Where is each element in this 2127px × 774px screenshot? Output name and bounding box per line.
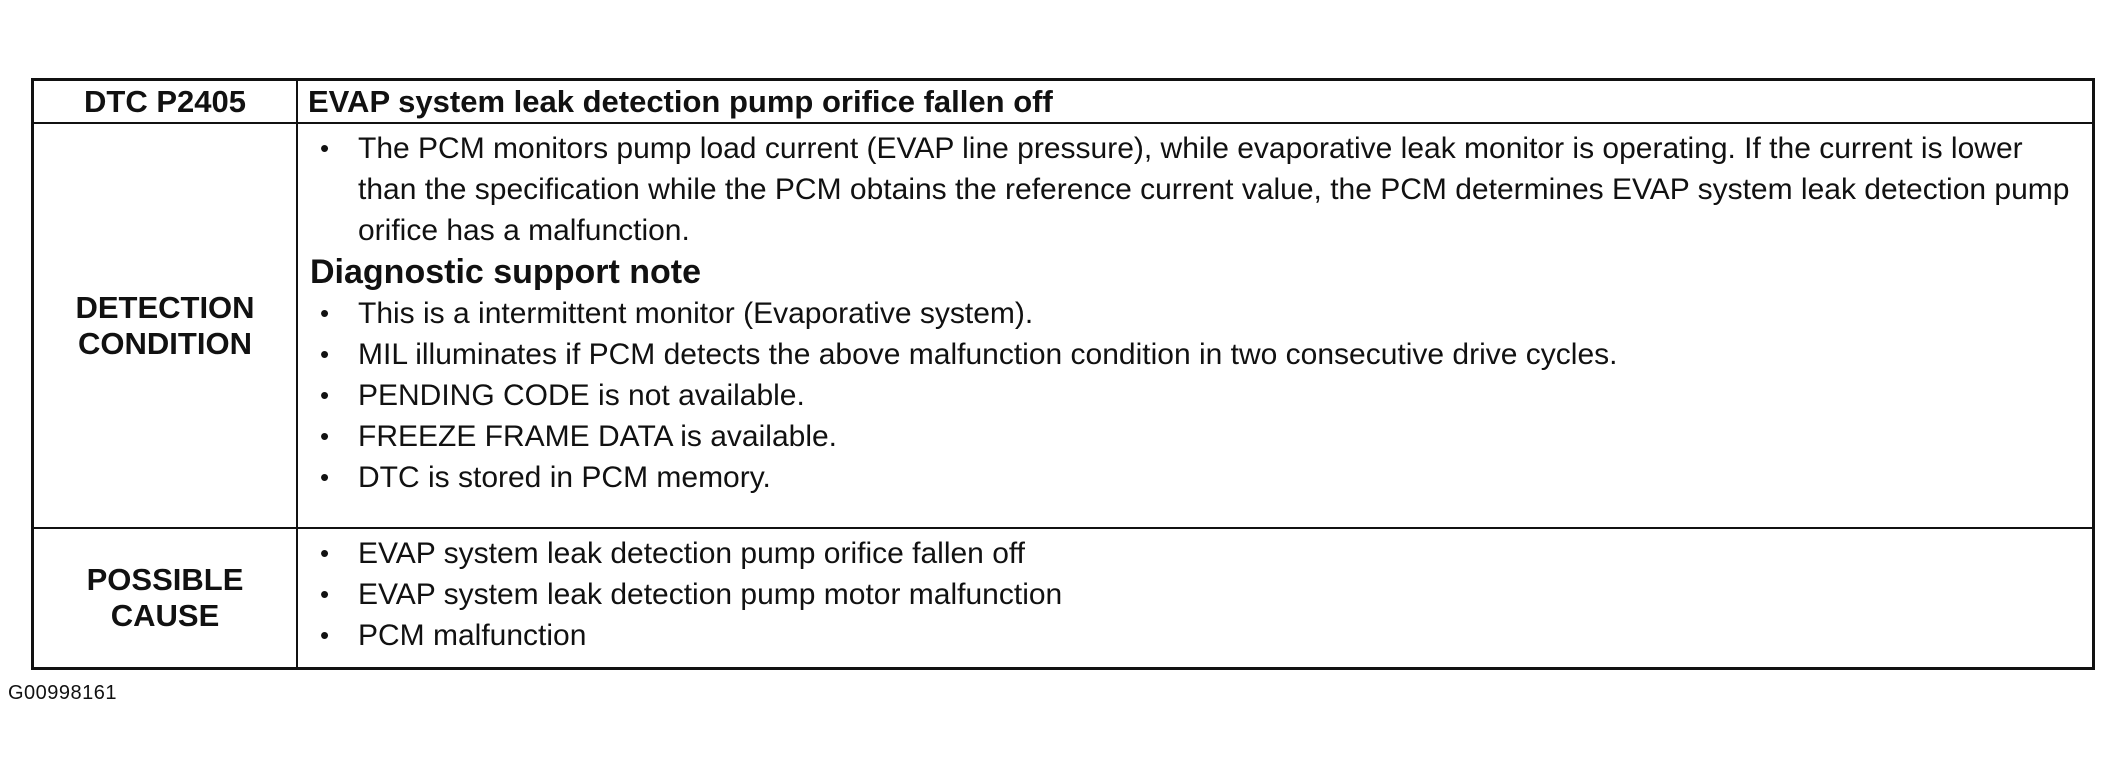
detection-condition-label: [33, 123, 298, 528]
bullet-icon: •: [320, 133, 330, 163]
note-text: DTC is stored in PCM memory.: [358, 461, 771, 494]
bullet-icon: •: [320, 620, 330, 650]
list-item: [310, 615, 2082, 656]
detection-label-line1: DETECTION: [75, 289, 255, 325]
possible-cause-row: [33, 528, 2094, 669]
list-item: [310, 128, 2082, 251]
detection-condition-row: [33, 123, 2094, 528]
detection-condition-content: [297, 123, 2094, 528]
bullet-icon: •: [320, 380, 330, 410]
note-text: This is a intermittent monitor (Evaporative system).: [358, 297, 1034, 330]
list-item: [310, 533, 2082, 574]
list-item: [310, 457, 2082, 498]
possible-cause-label: [33, 528, 298, 669]
note-text: FREEZE FRAME DATA is available.: [358, 420, 838, 453]
detection-intro-text: The PCM monitors pump load current (EVAP line pressure), while evaporative leak monitor is operating. If the current is lower than the specification while the PCM obtains the reference current value, the PCM determines EVAP system leak detection pump orifice has a malfunction.: [358, 132, 2070, 247]
detection-intro-list: [310, 128, 2082, 251]
cause-text: EVAP system leak detection pump orifice fallen off: [358, 537, 1026, 570]
possible-cause-list: [310, 533, 2082, 656]
cause-text: PCM malfunction: [358, 619, 587, 652]
cause-label-line2: CAUSE: [110, 598, 220, 633]
dtc-title: EVAP system leak detection pump orifice fallen off: [297, 80, 2094, 124]
bullet-icon: •: [320, 421, 330, 451]
bullet-icon: •: [320, 298, 330, 328]
detection-label-line2: CONDITION: [78, 325, 252, 361]
bullet-icon: •: [320, 339, 330, 369]
list-item: [310, 574, 2082, 615]
cause-text: EVAP system leak detection pump motor malfunction: [358, 578, 1063, 611]
diagnostic-notes-list: [310, 293, 2082, 498]
figure-id: G00998161: [8, 682, 118, 704]
bullet-icon: •: [320, 579, 330, 609]
list-item: [310, 293, 2082, 334]
list-item: [310, 375, 2082, 416]
diagnostic-note-heading: Diagnostic support note: [310, 253, 701, 291]
bullet-icon: •: [320, 462, 330, 492]
dtc-code: DTC P2405: [33, 80, 298, 124]
note-text: PENDING CODE is not available.: [358, 379, 805, 412]
cause-label-line1: POSSIBLE: [86, 562, 244, 597]
note-text: MIL illuminates if PCM detects the above malfunction condition in two consecutive drive cycles.: [358, 338, 1618, 371]
bullet-icon: •: [320, 538, 330, 568]
dtc-table: [31, 78, 2095, 670]
list-item: [310, 334, 2082, 375]
possible-cause-content: [297, 528, 2094, 669]
table-header-row: [33, 80, 2094, 124]
list-item: [310, 416, 2082, 457]
